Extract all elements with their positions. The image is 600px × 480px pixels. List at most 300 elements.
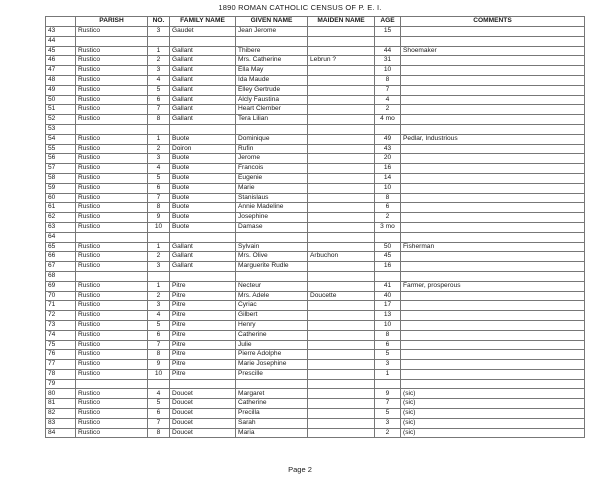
cell-comments — [401, 301, 585, 311]
header-row-number — [46, 17, 76, 27]
header-given-name: GIVEN NAME — [236, 17, 308, 27]
cell-parish: Rustico — [76, 418, 148, 428]
table-row — [46, 271, 585, 281]
cell-row-number: 49 — [46, 85, 76, 95]
cell-comments — [401, 222, 585, 232]
table-row — [46, 369, 585, 379]
cell-parish: Rustico — [76, 242, 148, 252]
cell-maiden-name: Lebrun ? — [308, 56, 375, 66]
cell-no: 1 — [148, 281, 170, 291]
cell-no: 2 — [148, 144, 170, 154]
cell-given-name: Damase — [236, 222, 308, 232]
cell-age: 43 — [375, 144, 401, 154]
cell-given-name — [236, 36, 308, 46]
cell-no: 7 — [148, 418, 170, 428]
cell-family-name: Buote — [170, 154, 236, 164]
cell-row-number: 57 — [46, 164, 76, 174]
cell-parish: Rustico — [76, 311, 148, 321]
cell-family-name: Doiron — [170, 144, 236, 154]
cell-parish: Rustico — [76, 252, 148, 262]
table-row — [46, 75, 585, 85]
cell-maiden-name — [308, 115, 375, 125]
cell-age: 10 — [375, 66, 401, 76]
cell-no: 2 — [148, 252, 170, 262]
table-row — [46, 232, 585, 242]
cell-family-name: Gallant — [170, 85, 236, 95]
document-title: 1890 ROMAN CATHOLIC CENSUS OF P. E. I. — [218, 3, 382, 12]
cell-no: 9 — [148, 213, 170, 223]
cell-row-number: 69 — [46, 281, 76, 291]
cell-given-name: Jerome — [236, 154, 308, 164]
table-row — [46, 164, 585, 174]
cell-maiden-name — [308, 75, 375, 85]
census-table-body — [46, 27, 585, 438]
cell-comments — [401, 271, 585, 281]
cell-parish: Rustico — [76, 56, 148, 66]
cell-comments — [401, 193, 585, 203]
cell-comments — [401, 144, 585, 154]
cell-parish: Rustico — [76, 85, 148, 95]
cell-no: 3 — [148, 301, 170, 311]
cell-row-number: 58 — [46, 173, 76, 183]
cell-given-name: Mrs. Adele — [236, 291, 308, 301]
cell-maiden-name — [308, 95, 375, 105]
cell-parish: Rustico — [76, 409, 148, 419]
cell-parish: Rustico — [76, 183, 148, 193]
cell-family-name: Buote — [170, 213, 236, 223]
cell-maiden-name — [308, 379, 375, 389]
cell-family-name: Buote — [170, 222, 236, 232]
cell-age: 3 — [375, 360, 401, 370]
cell-no — [148, 379, 170, 389]
cell-age — [375, 36, 401, 46]
cell-parish — [76, 124, 148, 134]
cell-age: 10 — [375, 183, 401, 193]
cell-given-name: Mrs. Catherine — [236, 56, 308, 66]
cell-parish: Rustico — [76, 46, 148, 56]
cell-comments — [401, 105, 585, 115]
cell-no — [148, 124, 170, 134]
cell-age: 41 — [375, 281, 401, 291]
cell-age: 6 — [375, 203, 401, 213]
cell-maiden-name — [308, 105, 375, 115]
cell-parish: Rustico — [76, 144, 148, 154]
cell-given-name: Sylvain — [236, 242, 308, 252]
cell-row-number: 82 — [46, 409, 76, 419]
cell-maiden-name — [308, 134, 375, 144]
table-row — [46, 27, 585, 37]
cell-given-name — [236, 379, 308, 389]
cell-age — [375, 379, 401, 389]
cell-family-name: Doucet — [170, 399, 236, 409]
cell-comments: Shoemaker — [401, 46, 585, 56]
cell-family-name: Gallant — [170, 252, 236, 262]
cell-maiden-name: Doucette — [308, 291, 375, 301]
cell-row-number: 67 — [46, 262, 76, 272]
table-row — [46, 350, 585, 360]
cell-comments — [401, 173, 585, 183]
cell-no: 3 — [148, 66, 170, 76]
cell-no — [148, 36, 170, 46]
cell-given-name: Ella May — [236, 66, 308, 76]
cell-parish: Rustico — [76, 320, 148, 330]
cell-family-name: Pitre — [170, 291, 236, 301]
cell-maiden-name — [308, 271, 375, 281]
cell-given-name: Stanislaus — [236, 193, 308, 203]
cell-no: 5 — [148, 85, 170, 95]
cell-age: 10 — [375, 320, 401, 330]
cell-given-name: Rufin — [236, 144, 308, 154]
cell-maiden-name — [308, 36, 375, 46]
cell-maiden-name — [308, 350, 375, 360]
cell-maiden-name — [308, 311, 375, 321]
cell-age — [375, 232, 401, 242]
cell-parish: Rustico — [76, 291, 148, 301]
cell-family-name: Buote — [170, 134, 236, 144]
cell-maiden-name — [308, 154, 375, 164]
cell-no: 9 — [148, 360, 170, 370]
cell-parish: Rustico — [76, 301, 148, 311]
cell-family-name — [170, 124, 236, 134]
header-age: AGE — [375, 17, 401, 27]
cell-no: 1 — [148, 134, 170, 144]
table-row — [46, 105, 585, 115]
cell-maiden-name — [308, 183, 375, 193]
cell-given-name: Cyriac — [236, 301, 308, 311]
cell-parish: Rustico — [76, 360, 148, 370]
cell-comments: (sic) — [401, 389, 585, 399]
header-family-name: FAMILY NAME — [170, 17, 236, 27]
table-row — [46, 389, 585, 399]
cell-row-number: 54 — [46, 134, 76, 144]
cell-row-number: 45 — [46, 46, 76, 56]
cell-family-name: Pitre — [170, 281, 236, 291]
cell-given-name: Marguerite Rudle — [236, 262, 308, 272]
table-row — [46, 242, 585, 252]
cell-no: 5 — [148, 173, 170, 183]
cell-age: 16 — [375, 164, 401, 174]
cell-parish: Rustico — [76, 154, 148, 164]
table-row — [46, 46, 585, 56]
cell-comments — [401, 320, 585, 330]
cell-no: 8 — [148, 203, 170, 213]
cell-no: 8 — [148, 115, 170, 125]
cell-parish: Rustico — [76, 350, 148, 360]
cell-parish: Rustico — [76, 105, 148, 115]
cell-row-number: 56 — [46, 154, 76, 164]
cell-no: 6 — [148, 95, 170, 105]
cell-family-name — [170, 36, 236, 46]
cell-given-name: Maria — [236, 428, 308, 438]
cell-parish — [76, 36, 148, 46]
cell-no: 2 — [148, 291, 170, 301]
cell-family-name: Pitre — [170, 311, 236, 321]
cell-age: 2 — [375, 105, 401, 115]
cell-no: 6 — [148, 330, 170, 340]
cell-age: 6 — [375, 340, 401, 350]
cell-age: 3 mo — [375, 222, 401, 232]
cell-parish: Rustico — [76, 203, 148, 213]
cell-row-number: 70 — [46, 291, 76, 301]
cell-row-number: 71 — [46, 301, 76, 311]
cell-no: 4 — [148, 75, 170, 85]
cell-given-name: Gilbert — [236, 311, 308, 321]
table-row — [46, 115, 585, 125]
table-row — [46, 36, 585, 46]
cell-age: 14 — [375, 173, 401, 183]
cell-no — [148, 232, 170, 242]
cell-no: 5 — [148, 399, 170, 409]
table-row — [46, 134, 585, 144]
cell-comments: Farmer, prosperous — [401, 281, 585, 291]
table-row — [46, 340, 585, 350]
cell-given-name: Pierre Adolphe — [236, 350, 308, 360]
cell-maiden-name — [308, 242, 375, 252]
cell-maiden-name — [308, 409, 375, 419]
cell-maiden-name — [308, 369, 375, 379]
cell-no: 2 — [148, 56, 170, 66]
cell-row-number: 73 — [46, 320, 76, 330]
cell-row-number: 80 — [46, 389, 76, 399]
cell-family-name: Gallant — [170, 242, 236, 252]
cell-given-name — [236, 232, 308, 242]
cell-no: 5 — [148, 320, 170, 330]
header-no: NO. — [148, 17, 170, 27]
cell-row-number: 53 — [46, 124, 76, 134]
cell-age: 4 — [375, 95, 401, 105]
cell-comments: (sic) — [401, 409, 585, 419]
cell-comments — [401, 360, 585, 370]
cell-maiden-name — [308, 389, 375, 399]
cell-comments — [401, 66, 585, 76]
cell-given-name: Josephine — [236, 213, 308, 223]
cell-no: 4 — [148, 164, 170, 174]
cell-given-name: Henry — [236, 320, 308, 330]
cell-row-number: 66 — [46, 252, 76, 262]
cell-given-name: Ida Maude — [236, 75, 308, 85]
cell-row-number: 47 — [46, 66, 76, 76]
cell-comments — [401, 154, 585, 164]
cell-row-number: 51 — [46, 105, 76, 115]
cell-comments — [401, 36, 585, 46]
cell-age: 31 — [375, 56, 401, 66]
cell-parish: Rustico — [76, 27, 148, 37]
table-row — [46, 85, 585, 95]
cell-maiden-name — [308, 213, 375, 223]
cell-comments: Fisherman — [401, 242, 585, 252]
cell-family-name: Buote — [170, 164, 236, 174]
cell-no: 7 — [148, 105, 170, 115]
cell-row-number: 74 — [46, 330, 76, 340]
cell-given-name: Prescille — [236, 369, 308, 379]
cell-age: 7 — [375, 399, 401, 409]
cell-parish — [76, 232, 148, 242]
cell-maiden-name — [308, 124, 375, 134]
cell-parish: Rustico — [76, 262, 148, 272]
cell-age: 5 — [375, 409, 401, 419]
cell-family-name: Gallant — [170, 115, 236, 125]
cell-given-name — [236, 271, 308, 281]
cell-no: 10 — [148, 369, 170, 379]
table-row — [46, 154, 585, 164]
cell-age: 20 — [375, 154, 401, 164]
cell-age: 15 — [375, 27, 401, 37]
cell-row-number: 72 — [46, 311, 76, 321]
cell-family-name: Buote — [170, 193, 236, 203]
cell-comments — [401, 340, 585, 350]
cell-family-name: Gallant — [170, 46, 236, 56]
cell-row-number: 79 — [46, 379, 76, 389]
cell-maiden-name — [308, 46, 375, 56]
cell-comments — [401, 85, 585, 95]
table-row — [46, 66, 585, 76]
cell-comments — [401, 213, 585, 223]
cell-age — [375, 124, 401, 134]
cell-age: 4 mo — [375, 115, 401, 125]
cell-given-name: Mrs. Olive — [236, 252, 308, 262]
table-row — [46, 252, 585, 262]
header-comments: COMMENTS — [401, 17, 585, 27]
cell-age: 8 — [375, 75, 401, 85]
cell-no: 7 — [148, 340, 170, 350]
table-row — [46, 56, 585, 66]
cell-no: 8 — [148, 428, 170, 438]
table-row — [46, 379, 585, 389]
cell-family-name: Gallant — [170, 262, 236, 272]
cell-row-number: 60 — [46, 193, 76, 203]
cell-parish: Rustico — [76, 428, 148, 438]
cell-parish: Rustico — [76, 173, 148, 183]
cell-given-name: Tera Lilian — [236, 115, 308, 125]
census-table — [45, 16, 585, 438]
cell-family-name: Doucet — [170, 418, 236, 428]
cell-maiden-name — [308, 301, 375, 311]
cell-maiden-name — [308, 330, 375, 340]
cell-family-name: Pitre — [170, 320, 236, 330]
cell-comments: (sic) — [401, 418, 585, 428]
cell-family-name: Gallant — [170, 105, 236, 115]
cell-row-number: 59 — [46, 183, 76, 193]
cell-family-name: Doucet — [170, 409, 236, 419]
cell-parish: Rustico — [76, 399, 148, 409]
cell-age: 1 — [375, 369, 401, 379]
cell-parish: Rustico — [76, 222, 148, 232]
cell-maiden-name — [308, 262, 375, 272]
cell-no: 3 — [148, 262, 170, 272]
cell-parish: Rustico — [76, 115, 148, 125]
cell-row-number: 46 — [46, 56, 76, 66]
cell-comments — [401, 164, 585, 174]
cell-age: 9 — [375, 389, 401, 399]
header-row — [46, 17, 585, 27]
cell-row-number: 52 — [46, 115, 76, 125]
cell-family-name: Pitre — [170, 350, 236, 360]
cell-row-number: 65 — [46, 242, 76, 252]
cell-given-name: Catherine — [236, 399, 308, 409]
cell-parish: Rustico — [76, 369, 148, 379]
cell-age: 45 — [375, 252, 401, 262]
table-row — [46, 409, 585, 419]
cell-age: 8 — [375, 330, 401, 340]
cell-no: 1 — [148, 46, 170, 56]
cell-no: 7 — [148, 193, 170, 203]
table-row — [46, 301, 585, 311]
cell-age: 2 — [375, 213, 401, 223]
cell-maiden-name — [308, 428, 375, 438]
cell-maiden-name — [308, 164, 375, 174]
cell-no: 3 — [148, 27, 170, 37]
cell-family-name: Gallant — [170, 56, 236, 66]
cell-row-number: 77 — [46, 360, 76, 370]
cell-maiden-name — [308, 144, 375, 154]
cell-parish: Rustico — [76, 164, 148, 174]
cell-comments — [401, 291, 585, 301]
cell-no: 3 — [148, 154, 170, 164]
cell-family-name: Doucet — [170, 428, 236, 438]
table-row — [46, 173, 585, 183]
cell-age: 2 — [375, 428, 401, 438]
cell-age: 5 — [375, 350, 401, 360]
cell-parish — [76, 271, 148, 281]
cell-maiden-name — [308, 222, 375, 232]
cell-age: 7 — [375, 85, 401, 95]
table-row — [46, 124, 585, 134]
cell-age: 3 — [375, 418, 401, 428]
cell-comments — [401, 27, 585, 37]
cell-no: 8 — [148, 350, 170, 360]
table-row — [46, 203, 585, 213]
cell-given-name: Sarah — [236, 418, 308, 428]
cell-comments — [401, 56, 585, 66]
cell-row-number: 43 — [46, 27, 76, 37]
cell-maiden-name — [308, 399, 375, 409]
cell-comments — [401, 369, 585, 379]
cell-maiden-name — [308, 66, 375, 76]
table-row — [46, 418, 585, 428]
cell-given-name: Thibere — [236, 46, 308, 56]
cell-family-name: Buote — [170, 173, 236, 183]
cell-row-number: 55 — [46, 144, 76, 154]
cell-row-number: 62 — [46, 213, 76, 223]
table-row — [46, 95, 585, 105]
cell-comments — [401, 330, 585, 340]
cell-parish: Rustico — [76, 389, 148, 399]
cell-maiden-name — [308, 340, 375, 350]
cell-family-name: Gallant — [170, 95, 236, 105]
cell-comments — [401, 252, 585, 262]
cell-row-number: 44 — [46, 36, 76, 46]
cell-family-name: Gallant — [170, 75, 236, 85]
cell-no: 6 — [148, 183, 170, 193]
cell-comments — [401, 183, 585, 193]
cell-given-name: Margaret — [236, 389, 308, 399]
cell-comments: Pedlar, Industrious — [401, 134, 585, 144]
cell-parish: Rustico — [76, 213, 148, 223]
cell-comments: (sic) — [401, 399, 585, 409]
table-row — [46, 311, 585, 321]
cell-given-name: Catherine — [236, 330, 308, 340]
page-number: Page 2 — [288, 465, 312, 474]
table-row — [46, 320, 585, 330]
cell-no: 10 — [148, 222, 170, 232]
cell-comments — [401, 203, 585, 213]
cell-given-name: Precilla — [236, 409, 308, 419]
cell-given-name: Alcly Faustina — [236, 95, 308, 105]
table-row — [46, 281, 585, 291]
cell-comments — [401, 115, 585, 125]
cell-no: 4 — [148, 311, 170, 321]
cell-given-name: Marie — [236, 183, 308, 193]
